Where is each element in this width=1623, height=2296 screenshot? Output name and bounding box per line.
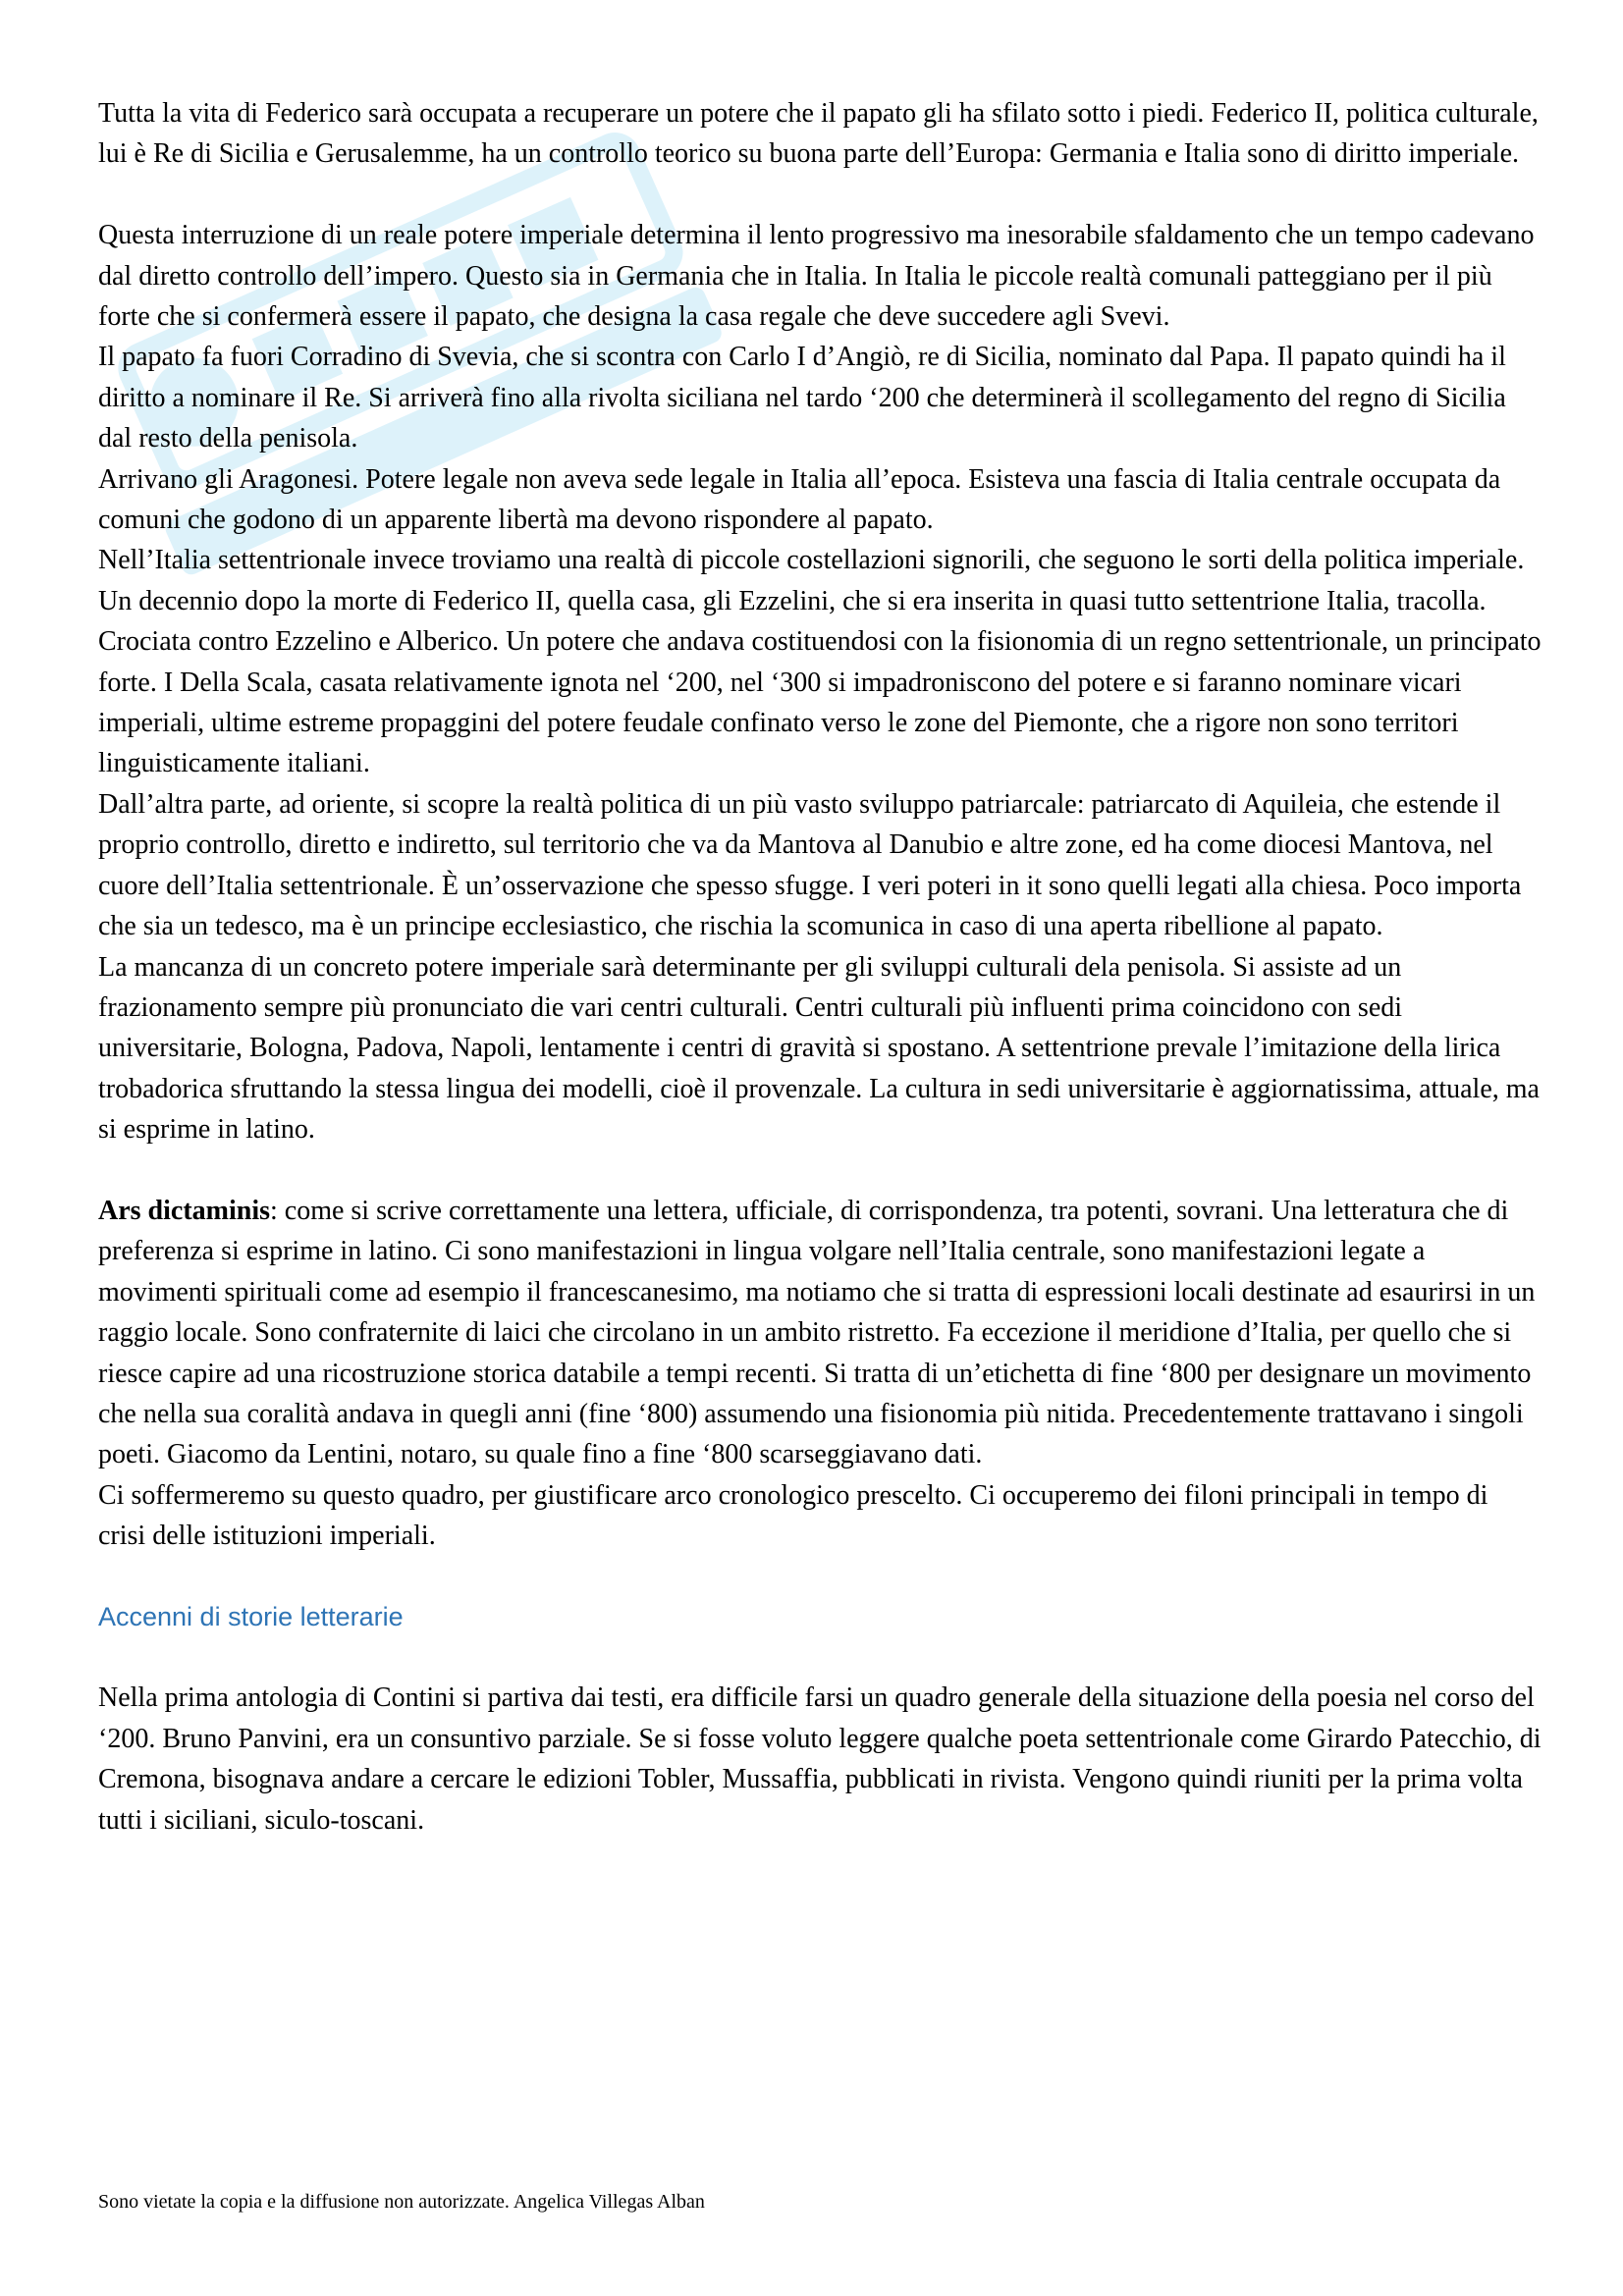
paragraph-4: Arrivano gli Aragonesi. Potere legale non aveva sede legale in Italia all’epoca. Esisteva una fascia di Italia centrale occupata da comuni che godono di un apparente libertà ma devono rispondere al papato.	[98, 463, 1501, 536]
ars-dictaminis-text: : come si scrive correttamente una lettera, ufficiale, di corrispondenza, tra potenti, sovrani. Una letteratura che di preferenza si esprime in latino. Ci sono manifestazioni in lingua volgare nell’Italia centrale, sono manifestazioni legate a movimenti spirituali come ad esempio il francescanesimo, ma notiamo che si tratta di espressioni locali destinate ad esaurirsi in un raggio locale. Sono confraternite di laici che circolano in un ambito ristretto. Fa eccezione il meridione d’Italia, per quello che si riesce capire ad una ricostruzione storica databile a tempi recenti. Si tratta di un’etichetta di fine ‘800 per designare un movimento che nella sua coralità andava in quegli anni (fine ‘800) assumendo una fisionomia più nitida. Precedentemente trattavano i singoli poeti. Giacomo da Lentini, notaro, su quale fino a fine ‘800 scarseggiavano dati.	[98, 1195, 1536, 1470]
paragraph-7: Dall’altra parte, ad oriente, si scopre la realtà politica di un più vasto sviluppo patriarcale: patriarcato di Aquileia, che estende il proprio controllo, diretto e indiretto, sul territorio che va da Mantova al Danubio e altre zone, ed ha come diocesi Mantova, nel cuore dell’Italia settentrionale. È un’osservazione che spesso sfugge. I veri poteri in it sono quelli legati alla chiesa. Poco importa che sia un tedesco, ma è un principe ecclesiastico, che rischia la scomunica in caso di una aperta ribellione al papato.	[98, 788, 1522, 942]
paragraph-5: Nell’Italia settentrionale invece troviamo una realtà di piccole costellazioni signorili, che seguono le sorti della politica imperiale. Un decennio dopo la morte di Federico II, quella casa, gli Ezzelini, che si era inserita in quasi tutto settentrione Italia, tracolla.	[98, 545, 1525, 616]
ars-dictaminis-term: Ars dictaminis	[98, 1195, 270, 1226]
footer-notice: Sono vietate la copia e la diffusione non autorizzate. Angelica Villegas Alban	[98, 2191, 705, 2213]
paragraph-3: Il papato fa fuori Corradino di Svevia, che si scontra con Carlo I d’Angiò, re di Sicilia, nominato dal Papa. Il papato quindi ha il diritto a nominare il Re. Si arriverà fino alla rivolta siciliana nel tardo ‘200 che determinerà il scollegamento del regno di Sicilia dal resto della penisola.	[98, 342, 1506, 454]
paragraph-8: La mancanza di un concreto potere imperiale sarà determinante per gli sviluppi culturali dela penisola. Si assiste ad un frazionamento sempre più pronunciato die vari centri culturali. Centri culturali più influenti prima coincidono con sedi universitarie, Bologna, Padova, Napoli, lentamente i centri di gravità si spostano. A settentrione prevale l’imitazione della lirica trobadorica sfruttando la stessa lingua dei modelli, cioè il provenzale. La cultura in sedi universitarie è aggiornatissima, attuale, ma si esprime in latino.	[98, 951, 1540, 1146]
closing-paragraph: Ci soffermeremo su questo quadro, per giustificare arco cronologico prescelto. Ci occuperemo dei filoni principali in tempo di crisi delle istituzioni imperiali.	[98, 1479, 1488, 1552]
paragraph-2: Questa interruzione di un reale potere imperiale determina il lento progressivo ma inesorabile sfaldamento che un tempo cadevano dal diretto controllo dell’impero. Questo sia in Germania che in Italia. In Italia le piccole realtà comunali patteggiano per il più forte che si confermerà essere il papato, che designa la casa regale che deve succedere agli Svevi.	[98, 220, 1535, 333]
document-body	[98, 93, 1542, 1841]
ars-dictaminis-paragraph	[98, 1191, 1542, 1475]
section-heading: Accenni di storie letterarie	[98, 1601, 404, 1631]
final-paragraph: Nella prima antologia di Contini si partiva dai testi, era difficile farsi un quadro generale della situazione della poesia nel corso del ‘200. Bruno Panvini, era un consuntivo parziale. Se si fosse voluto leggere qualche poeta settentrionale come Girardo Patecchio, di Cremona, bisognava andare a cercare le edizioni Tobler, Mussaffia, pubblicati in rivista. Vengono quindi riuniti per la prima volta tutti i siciliani, siculo-toscani.	[98, 1682, 1542, 1836]
paragraph-1: Tutta la vita di Federico sarà occupata a recuperare un potere che il papato gli ha sfilato sotto i piedi. Federico II, politica culturale, lui è Re di Sicilia e Gerusalemme, ha un controllo teorico su buona parte dell’Europa: Germania e Italia sono di diritto imperiale.	[98, 98, 1539, 170]
paragraph-6: Crociata contro Ezzelino e Alberico. Un potere che andava costituendosi con la fisionomia di un regno settentrionale, un principato forte. I Della Scala, casata relativamente ignota nel ‘200, nel ‘300 si impadroniscono del potere e si faranno nominare vicari imperiali, ultime estreme propaggini del potere feudale confinato verso le zone del Piemonte, che a rigore non sono territori linguisticamente italiani.	[98, 626, 1542, 779]
